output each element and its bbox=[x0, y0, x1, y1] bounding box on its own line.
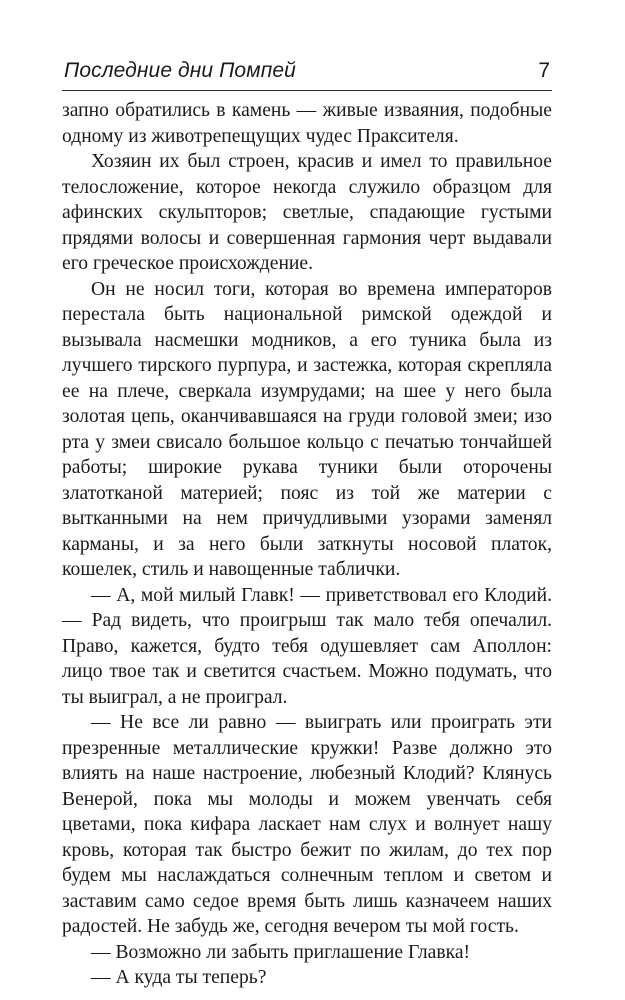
page-number: 7 bbox=[538, 59, 550, 82]
paragraph-continued: запно обратились в камень — живые изваяния, подобные одному из животрепещущих чудес Праксителя. bbox=[62, 100, 552, 147]
running-header bbox=[62, 58, 552, 91]
dialogue-line: — А куда ты теперь? bbox=[91, 967, 267, 988]
dialogue-line: — Не все ли равно — выиграть или проиграть эти презренные металлические кружки! Разве должно это влиять на наше настроение, любезный Клодий? Клянусь Венерой, пока мы молоды и можем увенчать себя цветами, пока кифара ласкает нам слух и волнует нашу кровь, которая так быстро бежит по жилам, до тех пор будем мы наслаждаться солнечным теплом и светом и заставим само седое время быть лишь казначеем наших радостей. Не забудь же, сегодня вечером ты мой гость. bbox=[62, 712, 552, 937]
dialogue-line: — Возможно ли забыть приглашение Главка! bbox=[91, 941, 471, 963]
body-text bbox=[62, 98, 552, 991]
paragraph: Он не носил тоги, которая во времена императоров перестала быть национальной римской одеждой и вызывала насмешки модников, а его туника была из лучшего тирского пурпура, и застежка, которая скрепляла ее на плече, сверкала изумрудами; на шее у него была золотая цепь, оканчивавшаяся на груди головой змеи; изо рта у змеи свисало большое кольцо с печатью тончайшей работы; широкие рукава туники были оторочены златотканой материей; пояс из той же материи с вытканными на нем причудливыми узорами заменял карманы, и за него были заткнуты носовой платок, кошелек, стиль и навощенные таблички. bbox=[62, 278, 552, 580]
running-title: Последние дни Помпей bbox=[64, 59, 296, 82]
dialogue-line: — А, мой милый Главк! — приветствовал его Клодий. — Рад видеть, что проигрыш так мало тебя опечалил. Право, кажется, будто тебя одушевляет сам Аполлон: лицо твое так и светится счастьем. Можно подумать, что ты выиграл, а не проиграл. bbox=[62, 584, 552, 708]
paragraph: Хозяин их был строен, красив и имел то правильное телосложение, которое некогда служило образцом для афинских скульпторов; светлые, спадающие густыми прядями волосы и совершенная гармония черт выдавали его греческое происхождение. bbox=[62, 151, 552, 274]
